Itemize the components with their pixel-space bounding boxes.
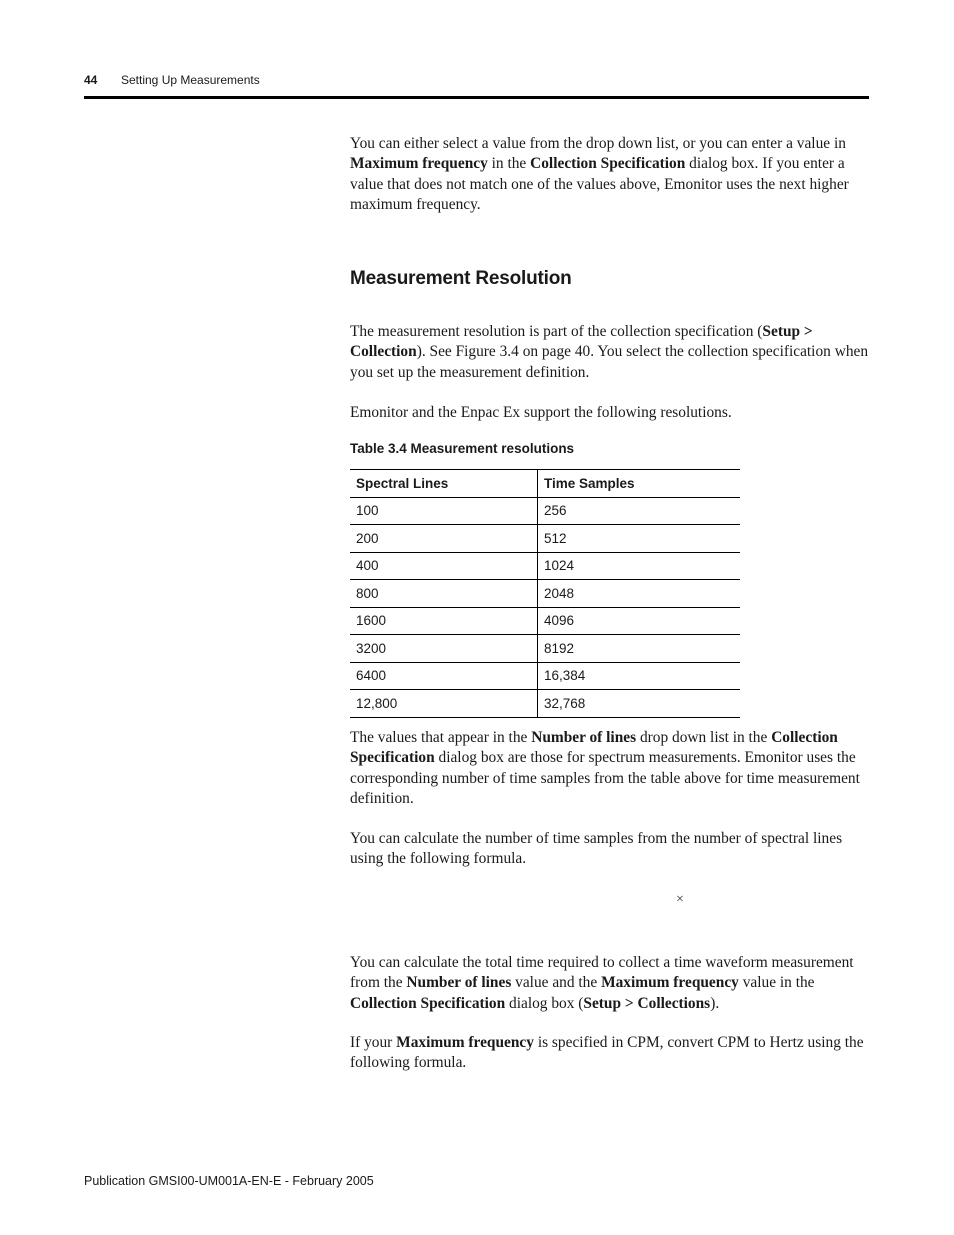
text-run: value in the (738, 974, 815, 992)
table-row (350, 525, 740, 553)
text-run: You can calculate the total time required to collect a time waveform measurement from the (350, 954, 854, 992)
text-run: dialog box ( (505, 994, 584, 1012)
table-caption: Table 3.4 Measurement resolutions (350, 441, 575, 456)
table-cell: 4096 (538, 607, 741, 635)
table-cell: 256 (538, 497, 741, 525)
bold-term: Number of lines (531, 729, 637, 746)
paragraph-total-time (350, 953, 870, 1014)
bold-term: Setup > Collection (350, 323, 813, 361)
table-cell: 3200 (350, 635, 538, 663)
text-run: dialog box are those for spectrum measurements. Emonitor uses the corresponding number of time samples from the table above for time measurement definition. (350, 749, 860, 807)
text-run: If your (350, 1034, 397, 1051)
section-heading: Measurement Resolution (350, 268, 572, 289)
text-run: The values that appear in the (350, 729, 532, 746)
text-run: The measurement resolution is part of the collection specification ( (350, 323, 763, 340)
paragraph-resolution-intro (350, 322, 870, 383)
text-run: ). (710, 994, 720, 1012)
table-cell: 1024 (538, 552, 741, 580)
text-run: value and the (511, 974, 602, 992)
bold-term: Collection Specification (350, 994, 506, 1012)
bold-term: Setup > Collections (583, 994, 711, 1012)
column-header-time-samples: Time Samples (538, 470, 741, 498)
running-head: Setting Up Measurements (121, 73, 260, 87)
resolutions-table (350, 469, 740, 718)
publication-footer: Publication GMSI00-UM001A-EN-E - February 2005 (84, 1174, 374, 1188)
text-run: dialog box. If you enter a value that does not match one of the values above, Emonitor uses the next higher maximum frequency. (350, 155, 849, 213)
table-cell: 800 (350, 580, 538, 608)
table-cell: 1600 (350, 607, 538, 635)
table-row (350, 552, 740, 580)
table-row (350, 635, 740, 663)
column-header-spectral-lines: Spectral Lines (350, 470, 538, 498)
header-rule (84, 96, 869, 99)
text-run: is specified in CPM, convert CPM to Hertz using the following formula. (350, 1034, 864, 1072)
table-cell: 400 (350, 552, 538, 580)
bold-term: Collection Specification (530, 155, 686, 173)
table-header-row (350, 470, 740, 498)
table-cell: 6400 (350, 662, 538, 690)
table-row (350, 497, 740, 525)
table-cell: 32,768 (538, 690, 741, 718)
bold-term: Maximum frequency (601, 974, 739, 992)
paragraph-number-of-lines (350, 728, 870, 809)
table-cell: 2048 (538, 580, 741, 608)
table-cell: 16,384 (538, 662, 741, 690)
table-cell: 12,800 (350, 690, 538, 718)
table-cell: 8192 (538, 635, 741, 663)
table-cell: 100 (350, 497, 538, 525)
text-run: drop down list in the (636, 729, 772, 746)
paragraph-cpm-conversion (350, 1033, 870, 1074)
table-row (350, 690, 740, 718)
bold-term: Number of lines (406, 974, 512, 992)
formula-multiply-symbol: × (676, 892, 684, 907)
text-run: in the (487, 155, 531, 173)
bold-term: Maximum frequency (350, 155, 488, 173)
paragraph-supported-resolutions: Emonitor and the Enpac Ex support the following resolutions. (350, 404, 732, 421)
bold-term: Maximum frequency (396, 1034, 534, 1051)
table-cell: 200 (350, 525, 538, 553)
table-row (350, 662, 740, 690)
page-number: 44 (84, 73, 98, 87)
text-run: ). See Figure 3.4 on page 40. You select the collection specification when you set up the measurement definition. (350, 343, 869, 381)
paragraph-formula-intro: You can calculate the number of time samples from the number of spectral lines using the following formula. (350, 830, 843, 868)
table-row (350, 607, 740, 635)
table-row (350, 580, 740, 608)
bold-term: Collection Specification (350, 729, 838, 767)
table-cell: 512 (538, 525, 741, 553)
paragraph-max-frequency (350, 134, 870, 215)
text-run: You can either select a value from the drop down list, or you can enter a value in (350, 135, 846, 152)
